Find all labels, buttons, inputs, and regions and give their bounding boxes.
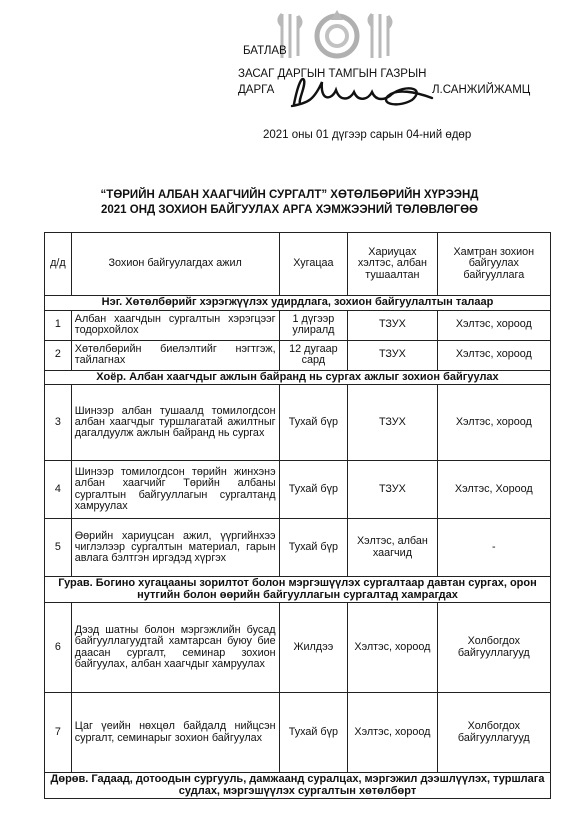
row-task: Цаг үеийн нөхцөл байдалд нийцсэн сургалт, семинарыг зохион байгуулах bbox=[71, 693, 279, 773]
row-responsible: ТЗУХ bbox=[348, 340, 437, 370]
row-partner: Хэлтэс, хороод bbox=[437, 385, 550, 461]
row-num: 5 bbox=[45, 519, 72, 577]
table-row bbox=[45, 693, 551, 773]
header-task: Зохион байгуулагдах ажил bbox=[71, 233, 279, 296]
approval-date: 2021 оны 01 дүгээр сарын 04-ний өдөр bbox=[263, 129, 472, 141]
row-responsible: ТЗУХ bbox=[348, 461, 437, 519]
section-row bbox=[45, 773, 551, 799]
row-num: 1 bbox=[45, 310, 72, 340]
row-task: Хөтөлбөрийн биелэлтийг нэгтгэж, тайлагнах bbox=[71, 340, 279, 370]
plan-table bbox=[44, 232, 551, 799]
row-partner: Хэлтэс, хороод bbox=[437, 340, 550, 370]
row-deadline: Тухай бүр bbox=[279, 385, 348, 461]
row-task: Дээд шатны болон мэргэжлийн бусад байгууллагуудтай хамтарсан буюу бие даасан сургалт, семинар зохион байгуулах, албан хаагчдыг хамруулах bbox=[71, 603, 279, 693]
row-num: 6 bbox=[45, 603, 72, 693]
section-title: Нэг. Хөтөлбөрийг хэрэгжүүлэх удирдлага, зохион байгуулалтын талаар bbox=[45, 296, 551, 311]
row-partner: Хэлтэс, Хороод bbox=[437, 461, 550, 519]
document-title-line1: “ТӨРИЙН АЛБАН ХААГЧИЙН СУРГАЛТ” ХӨТӨЛБӨРИЙН ХҮРЭЭНД bbox=[100, 189, 479, 201]
row-num: 3 bbox=[45, 385, 72, 461]
row-num: 2 bbox=[45, 340, 72, 370]
row-num: 4 bbox=[45, 461, 72, 519]
row-task: Албан хаагчдын сургалтын хэрэгцээг тодорхойлох bbox=[71, 310, 279, 340]
row-responsible: Хэлтэс, хороод bbox=[348, 693, 437, 773]
section-row bbox=[45, 577, 551, 603]
row-task: Шинээр албан тушаалд томилогдсон албан хаагчдыг туршлагатай ажилтныг дагалдуулж ажлын байранд нь сургах bbox=[71, 385, 279, 461]
approve-label: БАТЛАВ bbox=[243, 45, 287, 57]
section-row bbox=[45, 370, 551, 385]
section-row bbox=[45, 296, 551, 311]
row-partner: Хэлтэс, хороод bbox=[437, 310, 550, 340]
row-responsible: ТЗУХ bbox=[348, 310, 437, 340]
header-partner: Хамтран зохион байгуулах байгууллага bbox=[437, 233, 550, 296]
row-responsible: ТЗУХ bbox=[348, 385, 437, 461]
table-row bbox=[45, 603, 551, 693]
row-partner: Холбогдох байгууллагууд bbox=[437, 693, 550, 773]
approver-name: Л.САНЖИЙЖАМЦ bbox=[432, 84, 531, 96]
header-responsible: Хариуцах хэлтэс, албан тушаалтан bbox=[348, 233, 437, 296]
row-deadline: Тухай бүр bbox=[279, 519, 348, 577]
row-task: Өөрийн хариуцсан ажил, үүргийнхээ чиглэлээр сургалтын материал, гарын авлага бэлтгэн иргэдэд хүргэх bbox=[71, 519, 279, 577]
section-title: Дөрөв. Гадаад, дотоодын сургууль, дамжаанд суралцах, мэргэжил дээшлүүлэх, туршлага судлах, мэргэшүүлэх сургалтын хөтөлбөрт bbox=[45, 773, 551, 799]
section-title: Хоёр. Албан хаагчдыг ажлын байранд нь сургах ажлыг зохион байгуулах bbox=[45, 370, 551, 385]
row-responsible: Хэлтэс, хороод bbox=[348, 603, 437, 693]
document-title-line2: 2021 ОНД ЗОХИОН БАЙГУУЛАХ АРГА ХЭМЖЭЭНИЙ ТӨЛӨВЛӨГӨӨ bbox=[100, 204, 478, 216]
row-task: Шинээр томилогдсон төрийн жинхэнэ албан хаагчийг Төрийн албаны сургалтын байгууллагын сургалтанд хамруулах bbox=[71, 461, 279, 519]
approver-position-line1: ЗАСАГ ДАРГЫН ТАМГЫН ГАЗРЫН bbox=[238, 68, 427, 80]
table-row bbox=[45, 385, 551, 461]
row-num: 7 bbox=[45, 693, 72, 773]
section-title: Гурав. Богино хугацааны зорилтот болон мэргэшүүлэх сургалтаар давтан сургах, орон нутгийн болон өөрийн байгууллагын сургалтад хамрагдах bbox=[45, 577, 551, 603]
row-partner: Холбогдох байгууллагууд bbox=[437, 603, 550, 693]
row-deadline: 1 дүгээр улиралд bbox=[279, 310, 348, 340]
table-row bbox=[45, 461, 551, 519]
header-num: д/д bbox=[45, 233, 72, 296]
header-deadline: Хугацаа bbox=[279, 233, 348, 296]
table-header-row bbox=[45, 233, 551, 296]
official-seal bbox=[262, 6, 412, 70]
row-deadline: 12 дугаар сард bbox=[279, 340, 348, 370]
signature bbox=[288, 70, 438, 112]
approver-position-line2: ДАРГА bbox=[238, 84, 275, 96]
row-deadline: Тухай бүр bbox=[279, 693, 348, 773]
table-row bbox=[45, 519, 551, 577]
row-deadline: Жилдээ bbox=[279, 603, 348, 693]
row-responsible: Хэлтэс, албан хаагчид bbox=[348, 519, 437, 577]
row-deadline: Тухай бүр bbox=[279, 461, 348, 519]
table-row bbox=[45, 310, 551, 340]
table-row bbox=[45, 340, 551, 370]
row-partner: - bbox=[437, 519, 550, 577]
